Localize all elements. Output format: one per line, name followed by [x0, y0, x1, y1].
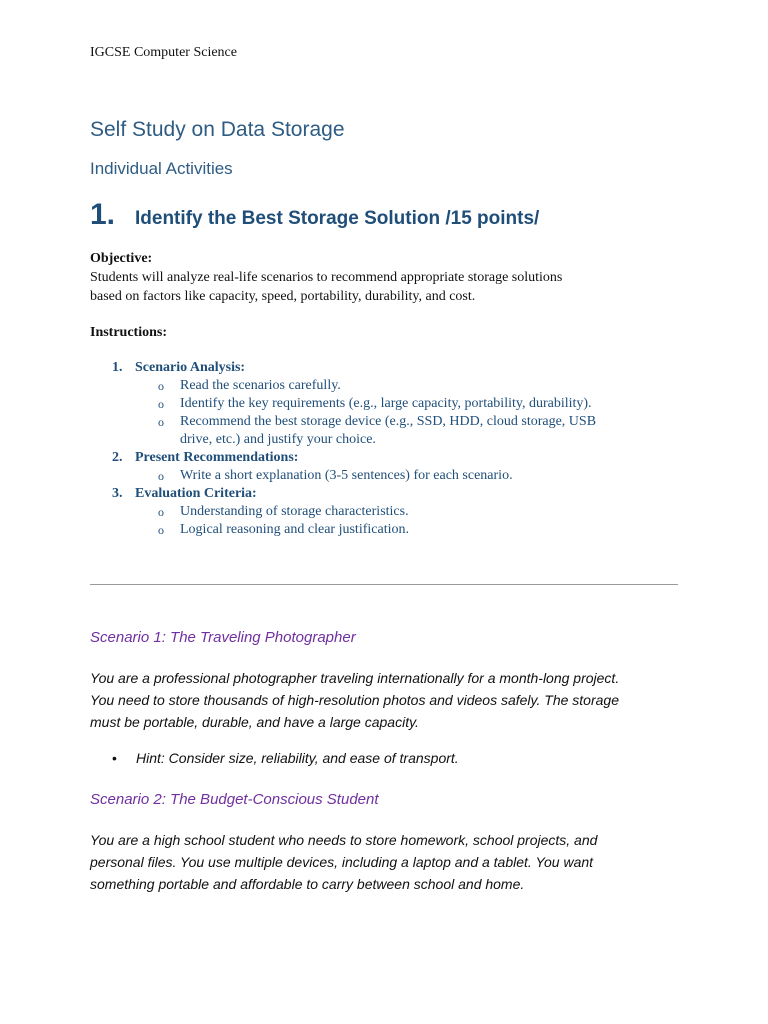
section-heading [90, 198, 539, 232]
circle-bullet-icon: o [158, 397, 164, 411]
document-title: Self Study on Data Storage [90, 118, 345, 141]
scenario-1-title: Scenario 1: The Traveling Photographer [90, 629, 356, 646]
objective-label: Objective: [90, 251, 153, 266]
instruction-item [90, 449, 690, 467]
section-title: Identify the Best Storage Solution /15 points/ [135, 208, 540, 229]
circle-bullet-icon: o [158, 415, 164, 429]
subitem-line: Understanding of storage characteristics. [180, 504, 409, 519]
subitem-line: Logical reasoning and clear justification. [180, 522, 409, 537]
instruction-title: Present Recommendations: [135, 450, 299, 465]
instruction-subitem [158, 467, 690, 485]
scenario-1-text [90, 667, 690, 733]
instruction-number: 3. [112, 486, 123, 501]
section-number: 1. [90, 198, 116, 231]
circle-bullet-icon: o [158, 523, 164, 537]
bullet-icon: • [112, 750, 117, 766]
circle-bullet-icon: o [158, 379, 164, 393]
subitem-line: drive, etc.) and justify your choice. [180, 432, 376, 447]
scenario-line: must be portable, durable, and have a large capacity. [90, 714, 419, 730]
scenario-line: You are a professional photographer traveling internationally for a month-long project. [90, 670, 620, 686]
subitem-line: Read the scenarios carefully. [180, 378, 341, 393]
instruction-title: Evaluation Criteria: [135, 486, 257, 501]
subitem-line: Write a short explanation (3-5 sentences) for each scenario. [180, 468, 513, 483]
instruction-subitem [158, 377, 690, 395]
instruction-number: 2. [112, 450, 123, 465]
subitem-line: Identify the key requirements (e.g., large capacity, portability, durability). [180, 396, 592, 411]
scenario-line: personal files. You use multiple devices, including a laptop and a tablet. You want [90, 854, 594, 870]
horizontal-divider [90, 584, 678, 585]
scenario-line: You are a high school student who needs to store homework, school projects, and [90, 832, 598, 848]
scenario-line: something portable and affordable to carry between school and home. [90, 876, 525, 892]
instructions-label: Instructions: [90, 325, 168, 340]
scenario-2-text [90, 829, 690, 895]
scenario-1-hint [90, 750, 690, 766]
scenario-line: You need to store thousands of high-resolution photos and videos safely. The storage [90, 692, 619, 708]
circle-bullet-icon: o [158, 505, 164, 519]
instruction-item [90, 359, 690, 377]
subitem-line: Recommend the best storage device (e.g., SSD, HDD, cloud storage, USB [180, 414, 597, 429]
instruction-subitem [158, 503, 690, 521]
page-header: IGCSE Computer Science [90, 45, 237, 60]
objective-line: based on factors like capacity, speed, portability, durability, and cost. [90, 289, 476, 304]
circle-bullet-icon: o [158, 469, 164, 483]
instruction-title: Scenario Analysis: [135, 360, 246, 375]
instruction-subitem [158, 521, 690, 539]
objective-text [90, 268, 690, 306]
instruction-item [90, 485, 690, 503]
instruction-subitem [158, 413, 690, 449]
hint-text: Hint: Consider size, reliability, and ease of transport. [136, 750, 459, 766]
instruction-number: 1. [112, 360, 123, 375]
scenario-2-title: Scenario 2: The Budget-Conscious Student [90, 791, 379, 808]
objective-line: Students will analyze real-life scenarios to recommend appropriate storage solutions [90, 270, 563, 285]
document-subtitle: Individual Activities [90, 159, 233, 178]
instructions-list [90, 359, 690, 539]
instruction-subitem [158, 395, 690, 413]
